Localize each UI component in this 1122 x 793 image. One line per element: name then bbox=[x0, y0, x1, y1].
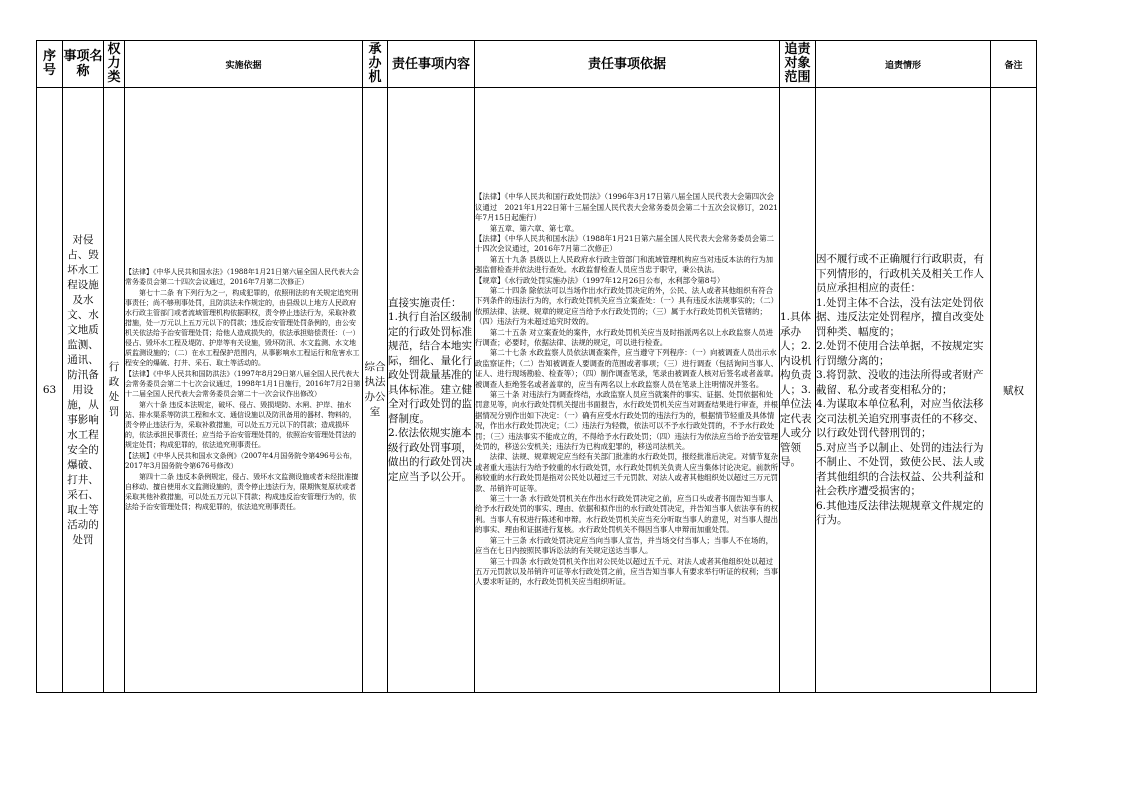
basis-paragraph: 【法律】《中华人民共和国水法》（1988年1月21日第六届全国人民代表大会常务委员会第二十四次会议通过，2016年7月第二次修正） bbox=[125, 268, 360, 286]
cell-duty-basis bbox=[475, 88, 780, 693]
header-scope: 追责对象范围 bbox=[780, 41, 816, 88]
header-dept: 承办机 bbox=[363, 41, 388, 88]
duty-basis-paragraph: 第二十五条 对立案查处的案件，水行政处罚机关应当及时指派两名以上水政监察人员进行调查；必要时，依据法律、法规的规定，可以进行检查。 bbox=[475, 327, 773, 347]
circumstance-line: 4.为谋取本单位私利，对应当依法移交司法机关追究刑事责任的不移交、以行政处罚代替刑罚的； bbox=[816, 398, 984, 440]
responsibility-table bbox=[36, 40, 1037, 693]
cell-note: 赋权 bbox=[991, 88, 1037, 693]
header-circumstances: 追责情形 bbox=[816, 41, 991, 88]
basis-paragraph: 【法律】《中华人民共和国防洪法》（1997年8月29日第八届全国人民代表大会常务委员会第二十七次会议通过，1998年1月1日施行，2016年7月2日第十二届全国人民代表大会常务委员会第二十一次会议作出修改） bbox=[125, 370, 361, 398]
basis-paragraph: 第四十二条 违反本条例规定，侵占、毁坏水文监测设施或者未经批准擅自移动、擅自使用水文监测设施的，责令停止违法行为，限期恢复原状或者采取其他补救措施，可以处五万元以下罚款；构成违反治安管理行为的，依法给予治安管理处罚；构成犯罪的，依法追究刑事责任。 bbox=[125, 473, 359, 511]
duty-line: 直接实施责任： bbox=[388, 296, 462, 309]
duty-line: 1.执行自治区级制定的行政处罚标准规范，结合本地实际，细化、量化行政处罚裁量基准的具体标准。建立健全对行政处罚的监督制度。 bbox=[388, 311, 472, 425]
duty-line: 2.依法依规实施本级行政处罚事项，做出的行政处罚决定应当予以公开。 bbox=[388, 427, 472, 483]
cell-power-type: 行政处罚 bbox=[104, 88, 125, 693]
header-basis: 实施依据 bbox=[125, 41, 363, 88]
header-seq: 序号 bbox=[37, 41, 63, 88]
circumstance-line: 5.对应当予以制止、处罚的违法行为不制止、不处罚，致使公民、法人或者其他组织的合法权益、公共利益和社会秩序遭受损害的； bbox=[816, 441, 984, 498]
table-row bbox=[37, 88, 1037, 693]
header-duty: 责任事项内容 bbox=[388, 41, 475, 88]
header-power-type: 权力类 bbox=[104, 41, 125, 88]
duty-basis-paragraph: 第三十三条 水行政处罚决定应当向当事人宣告，并当场交付当事人；当事人不在场的，应当在七日内按照民事诉讼法的有关规定送达当事人。 bbox=[475, 535, 773, 556]
cell-circumstances bbox=[816, 88, 991, 693]
cell-seq: 63 bbox=[37, 88, 63, 693]
cell-basis bbox=[125, 88, 363, 693]
duty-basis-paragraph: 第五十九条 县级以上人民政府水行政主管部门和流域管理机构应当对违反本法的行为加强监督检查并依法进行查处。水政监督检查人员应当忠于职守，秉公执法。 bbox=[475, 254, 773, 275]
duty-basis-paragraph: 【法律】《中华人民共和国行政处罚法》（1996年3月17日第八届全国人民代表大会第四次会议通过 2021年1月22日第十三届全国人民代表大会常务委员会第二十五次会议修订，2021年7月15日起施行） bbox=[475, 192, 779, 223]
duty-basis-paragraph: 第三十条 对违法行为调查终结，水政监察人员应当就案件的事实、证据、处罚依据和处罚意见等，向水行政处罚机关提出书面报告，水行政处罚机关应当对调查结果进行审查，并根据情况分别作出如下决定：（一）确有应受水行政处罚的违法行为的，根据情节轻重及具体情况，作出水行政处罚决定；（二）违法行为轻微，依法可以不予水行政处罚的，不予水行政处罚；（三）违法事实不能成立的，不得给予水行政处罚；（四）违法行为依法应当给予治安管理处罚的，移送公安机关；违法行为已构成犯罪的，移送司法机关。 bbox=[475, 390, 779, 452]
cell-duty bbox=[388, 88, 475, 693]
cell-scope: 1.具体承办人；2.内设机构负责人；3.单位法定代表人或分管领导。 bbox=[780, 88, 816, 693]
basis-paragraph: 第七十二条 有下列行为之一，构成犯罪的，依照刑法的有关规定追究刑事责任；尚不够刑事处罚，且防洪法未作规定的，由县级以上地方人民政府水行政主管部门或者流域管理机构依据职权，责令停止违法行为，采取补救措施，处一万元以上五万元以下的罚款；违反治安管理处罚条例的，由公安机关依法给予治安管理处罚；给他人造成损失的，依法承担赔偿责任：（一）侵占、毁坏水工程及堤防、护岸等有关设施，毁坏防汛、水文监测、水文地质监测设施的；（二）在水工程保护范围内，从事影响水工程运行和危害水工程安全的爆破、打井、采石、取土等活动的。 bbox=[125, 289, 360, 367]
duty-basis-paragraph: 第三十一条 水行政处罚机关在作出水行政处罚决定之前，应当口头或者书面告知当事人给予水行政处罚的事实、理由、依据和拟作出的水行政处罚决定，并告知当事人依法享有的权利。当事人有权进行陈述和申辩。水行政处罚机关应当充分听取当事人的意见，对当事人提出的事实、理由和证据进行复核。水行政处罚机关不得因当事人申辩而加重处罚。 bbox=[475, 494, 779, 535]
duty-basis-paragraph: 第三十四条 水行政处罚机关作出对公民处以超过五千元、对法人或者其他组织处以超过五万元罚款以及吊销许可证等水行政处罚之前，应当告知当事人有要求举行听证的权利；当事人要求听证的，水行政处罚机关应当组织听证。 bbox=[475, 556, 779, 587]
duty-basis-paragraph: 法律、法规、规章规定应当经有关部门批准的水行政处罚，报经批准后决定。对情节复杂或者重大违法行为给予较重的水行政处罚，水行政处罚机关负责人应当集体讨论决定。前款所称较重的水行政处罚是指对公民处以超过三千元罚款、对法人或者其他组织处以超过三万元罚款、吊销许可证等。 bbox=[475, 452, 779, 493]
header-duty-basis: 责任事项依据 bbox=[475, 41, 780, 88]
duty-basis-paragraph: 第二十七条 水政监察人员依法调查案件，应当遵守下列程序：（一）向被调查人员出示水政监察证件；（二）告知被调查人要调查的范围或者事项；（三）进行调查（包括询问当事人、证人、进行现场勘验、检查等）；（四）制作调查笔录，笔录由被调查人核对后签名或者盖章。被调查人拒绝签名或者盖章的，应当有两名以上水政监察人员在笔录上注明情况并签名。 bbox=[475, 348, 779, 389]
circumstance-line: 1.处罚主体不合法，没有法定处罚依据、违反法定处罚程序，擅自改变处罚种类、幅度的； bbox=[816, 296, 984, 338]
duty-basis-paragraph: 【规章】《水行政处罚实施办法》（1997年12月26日公布，水利部令第8号） bbox=[475, 275, 725, 285]
duty-basis-paragraph: 【法律】《中华人民共和国水法》（1988年1月21日第六届全国人民代表大会常务委员会第二十四次会议通过，2016年7月第二次修正） bbox=[475, 233, 774, 254]
header-item-name: 事项名称 bbox=[63, 41, 104, 88]
header-note: 备注 bbox=[991, 41, 1037, 88]
basis-paragraph: 【法规】《中华人民共和国水文条例》（2007年4月国务院令第496号公布，2017年3月国务院令第676号修改） bbox=[125, 452, 357, 470]
circumstance-line: 2.处罚不使用合法单据，不按规定实行罚缴分离的； bbox=[816, 340, 984, 367]
header-row bbox=[37, 41, 1037, 88]
duty-basis-paragraph: 第五章、第六章、第七章。 bbox=[489, 223, 579, 233]
circumstance-line: 6.其他违反法律法规规章文件规定的行为。 bbox=[816, 499, 984, 527]
cell-item-name: 对侵占、毁坏水工程设施及水文、水文地质监测、通讯、防汛备用设施，从事影响水工程安全的爆破、打井、采石、取土等活动的处罚 bbox=[63, 88, 104, 693]
circumstance-line: 3.将罚款、没收的违法所得或者财产截留、私分或者变相私分的； bbox=[816, 369, 984, 396]
basis-paragraph: 第六十条 违反本法规定，破坏、侵占、毁损堤防、水闸、护岸、抽水站、排水渠系等防洪工程和水文、通信设施以及防汛备用的器材、物料的，责令停止违法行为，采取补救措施，可以处五万元以下的罚款；造成损坏的，依法承担民事责任；应当给予治安管理处罚的，依照治安管理处罚法的规定处罚；构成犯罪的，依法追究刑事责任。 bbox=[125, 401, 356, 449]
document-page bbox=[36, 40, 1036, 693]
circumstance-line: 因不履行或不正确履行行政职责，有下列情形的，行政机关及相关工作人员应承担相应的责任： bbox=[816, 253, 984, 295]
duty-basis-paragraph: 第二十四条 除依法可以当场作出水行政处罚决定的外，公民、法人或者其他组织有符合下列条件的违法行为的，水行政处罚机关应当立案查处：（一）具有违反水法规事实的；（二）依照法律、法规、规章的规定应当给予水行政处罚的；（三）属于水行政处罚机关管辖的；（四）违法行为未超过追究时效的。 bbox=[475, 285, 779, 327]
cell-dept: 综合执法办公室 bbox=[363, 88, 388, 693]
